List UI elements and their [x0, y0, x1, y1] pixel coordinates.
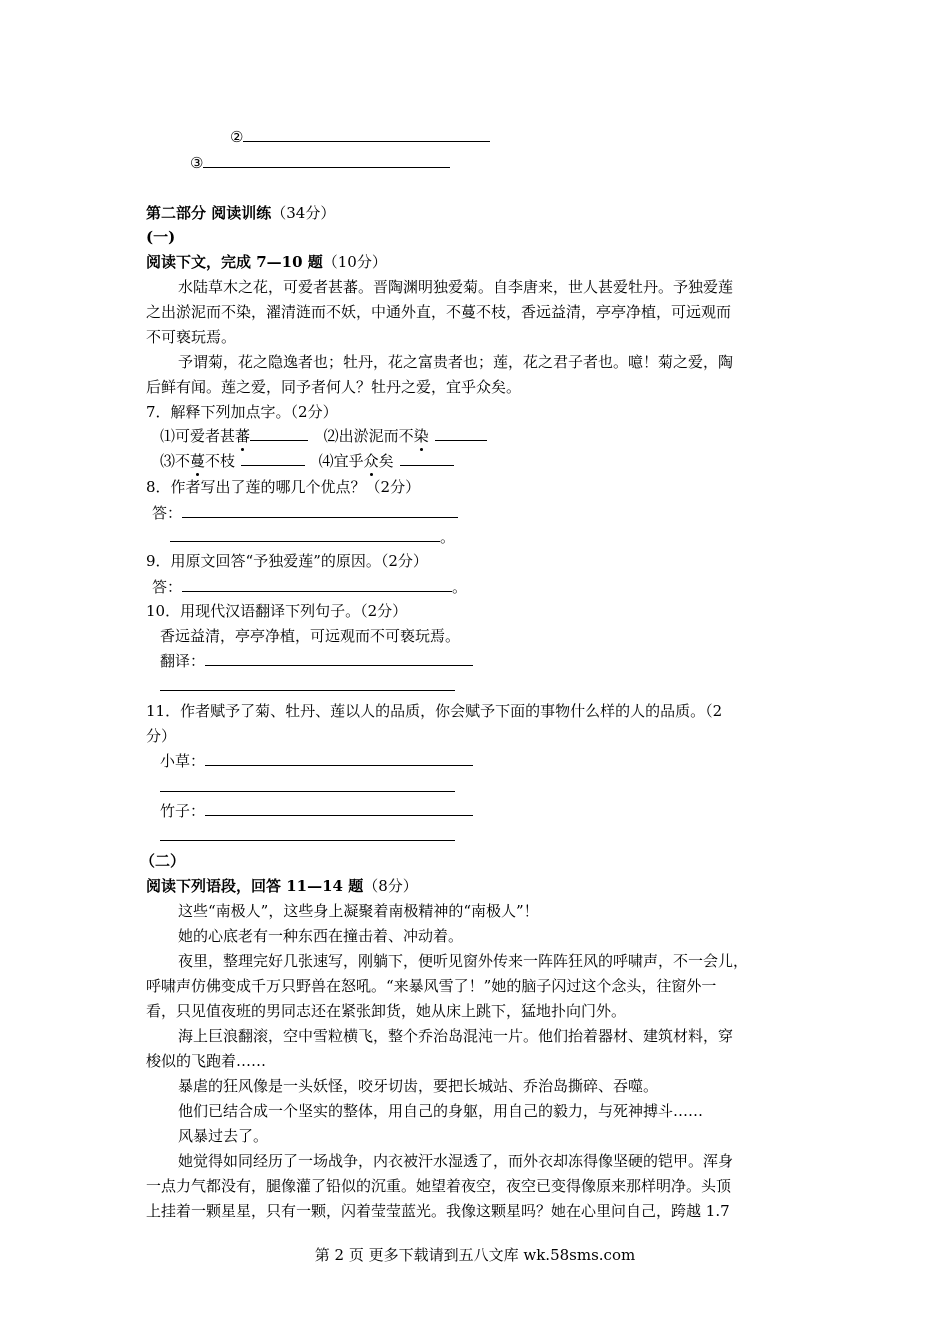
q7-item-3a: ⑶不 — [160, 452, 191, 470]
passage2-line: 一点力气都没有，腿像灌了铅似的沉重。她望着夜空，夜空已变得像原来那样明净。头顶 — [146, 1177, 732, 1195]
passage2-line: 呼啸声仿佛变成千万只野兽在怒吼。“来暴风雪了！”她的脑子闪过这个念头，往窗外一 — [146, 977, 717, 995]
passage2-line: 他们已结合成一个坚实的整体，用自己的身躯，用自己的毅力，与死神搏斗…… — [178, 1102, 704, 1120]
q7-blank-1[interactable] — [250, 426, 308, 441]
question-11-stem: 11．作者赋予了菊、牡丹、莲以人的品质，你会赋予下面的事物什么样的人的品质。（2 — [146, 702, 723, 720]
question-7-row-2 — [160, 451, 454, 471]
section2-instruction — [146, 876, 418, 896]
section2-instruction-text: 阅读下列语段，回答 11—14 题 — [146, 877, 364, 895]
q7-item-2-dotted-char: 染 — [413, 427, 429, 445]
answer-item-3 — [190, 153, 450, 173]
item-3-marker: ③ — [190, 154, 204, 172]
q8-blank-1[interactable] — [182, 503, 458, 518]
q10-translation-label: 翻译： — [160, 652, 206, 670]
part2-score: （34分） — [271, 204, 336, 222]
q8-end-mark: 。 — [440, 528, 456, 546]
question-7-row-1 — [160, 426, 487, 446]
section1-instruction — [146, 252, 387, 272]
q10-translation-row — [160, 651, 473, 671]
passage2-line: 海上巨浪翻滚，空中雪粒横飞，整个乔治岛混沌一片。他们抬着器材、建筑材料，穿 — [178, 1027, 734, 1045]
q11-bamboo-row — [160, 801, 473, 821]
q10-blank-2[interactable] — [160, 690, 455, 691]
section1-label: (一) — [146, 228, 176, 246]
question-9-stem: 9．用原文回答“予独爱莲”的原因。（2分） — [146, 552, 428, 570]
section1-instruction-score: （10分） — [322, 253, 387, 271]
section1-instruction-text: 阅读下文，完成 7—10 题 — [146, 253, 323, 271]
passage2-line: 暴虐的狂风像是一头妖怪，咬牙切齿，要把长城站、乔治岛撕碎、吞噬。 — [178, 1077, 659, 1095]
q10-blank-1[interactable] — [205, 651, 473, 666]
question-8-answer-row-1 — [152, 503, 458, 523]
section2-label: （二） — [140, 852, 186, 870]
page-footer: 第 2 页 更多下载请到五八文库 wk.58sms.com — [314, 1246, 636, 1264]
passage1-line: 后鲜有闻。莲之爱，同予者何人？牡丹之爱，宜乎众矣。 — [146, 378, 522, 396]
item-2-marker: ② — [230, 128, 244, 146]
q9-end-mark: 。 — [452, 578, 468, 596]
q9-blank[interactable] — [182, 577, 452, 592]
answer-blank-3[interactable] — [203, 153, 450, 168]
q11-grass-row — [160, 751, 473, 771]
section2-instruction-score: （8分） — [363, 877, 418, 895]
passage2-line: 风暴过去了。 — [178, 1127, 269, 1145]
q8-answer-label: 答： — [152, 504, 183, 522]
q7-item-1: ⑴可爱者甚 — [160, 427, 236, 445]
q7-item-1-dotted-char: 蕃 — [235, 427, 251, 445]
question-11-stem-continued: 分） — [146, 727, 177, 745]
passage1-line: 之出淤泥而不染，濯清涟而不妖，中通外直，不蔓不枝，香远益清，亭亭净植，可远观而 — [146, 303, 732, 321]
passage2-line: 上挂着一颗星星，只有一颗，闪着莹莹蓝光。我像这颗星吗？她在心里问自己，跨越 1.7 — [146, 1202, 730, 1220]
question-8-stem: 8．作者写出了莲的哪几个优点？（2分） — [146, 478, 421, 496]
part2-title: 第二部分 阅读训练 — [146, 204, 272, 222]
passage1-line: 水陆草木之花，可爱者甚蕃。晋陶渊明独爱菊。自李唐来，世人甚爱牡丹。予独爱莲 — [178, 278, 734, 296]
question-9-answer-row — [152, 577, 467, 597]
q7-item-4a: ⑷宜乎 — [318, 452, 364, 470]
passage2-line: 她觉得如同经历了一场战争，内衣被汗水湿透了，而外衣却冻得像坚硬的铠甲。浑身 — [178, 1152, 734, 1170]
q7-item-4b: 矣 — [378, 452, 394, 470]
answer-item-2 — [230, 127, 490, 147]
passage2-line: 这些“南极人”，这些身上凝聚着南极精神的“南极人”！ — [178, 902, 539, 920]
q11-grass-label: 小草： — [160, 752, 206, 770]
q7-item-2: ⑵出淤泥而不 — [323, 427, 414, 445]
q7-blank-2[interactable] — [435, 426, 487, 441]
q11-grass-blank-1[interactable] — [205, 751, 473, 766]
q11-bamboo-label: 竹子： — [160, 802, 206, 820]
q7-blank-4[interactable] — [400, 451, 454, 466]
q7-item-4-dotted-char: 众 — [363, 452, 379, 470]
passage2-line: 她的心底老有一种东西在撞击着、冲动着。 — [178, 927, 464, 945]
passage2-line: 梭似的飞跑着…… — [146, 1052, 267, 1070]
passage1-line: 不可亵玩焉。 — [146, 328, 237, 346]
question-7-stem: 7．解释下列加点字。（2分） — [146, 403, 338, 421]
q11-bamboo-blank-2[interactable] — [160, 840, 455, 841]
q7-blank-3[interactable] — [241, 451, 305, 466]
passage2-line: 看，只见值夜班的男同志还在紧张卸货，她从床上跳下，猛地扑向门外。 — [146, 1002, 627, 1020]
q9-answer-label: 答： — [152, 578, 183, 596]
q10-sentence: 香远益清，亭亭净植，可远观而不可亵玩焉。 — [160, 627, 461, 645]
question-10-stem: 10．用现代汉语翻译下列句子。（2分） — [146, 602, 408, 620]
answer-blank-2[interactable] — [243, 127, 490, 142]
passage2-line: 夜里，整理完好几张速写，刚躺下，便听见窗外传来一阵阵狂风的呼啸声，不一会儿， — [178, 952, 749, 970]
q7-item-3-dotted-char: 蔓 — [190, 452, 206, 470]
passage1-line: 予谓菊，花之隐逸者也；牡丹，花之富贵者也；莲，花之君子者也。噫！菊之爱，陶 — [178, 353, 734, 371]
q8-blank-2[interactable] — [170, 541, 440, 542]
q7-item-3b: 不枝 — [205, 452, 236, 470]
part2-heading — [146, 203, 335, 223]
q11-bamboo-blank-1[interactable] — [205, 801, 473, 816]
q11-grass-blank-2[interactable] — [160, 791, 455, 792]
